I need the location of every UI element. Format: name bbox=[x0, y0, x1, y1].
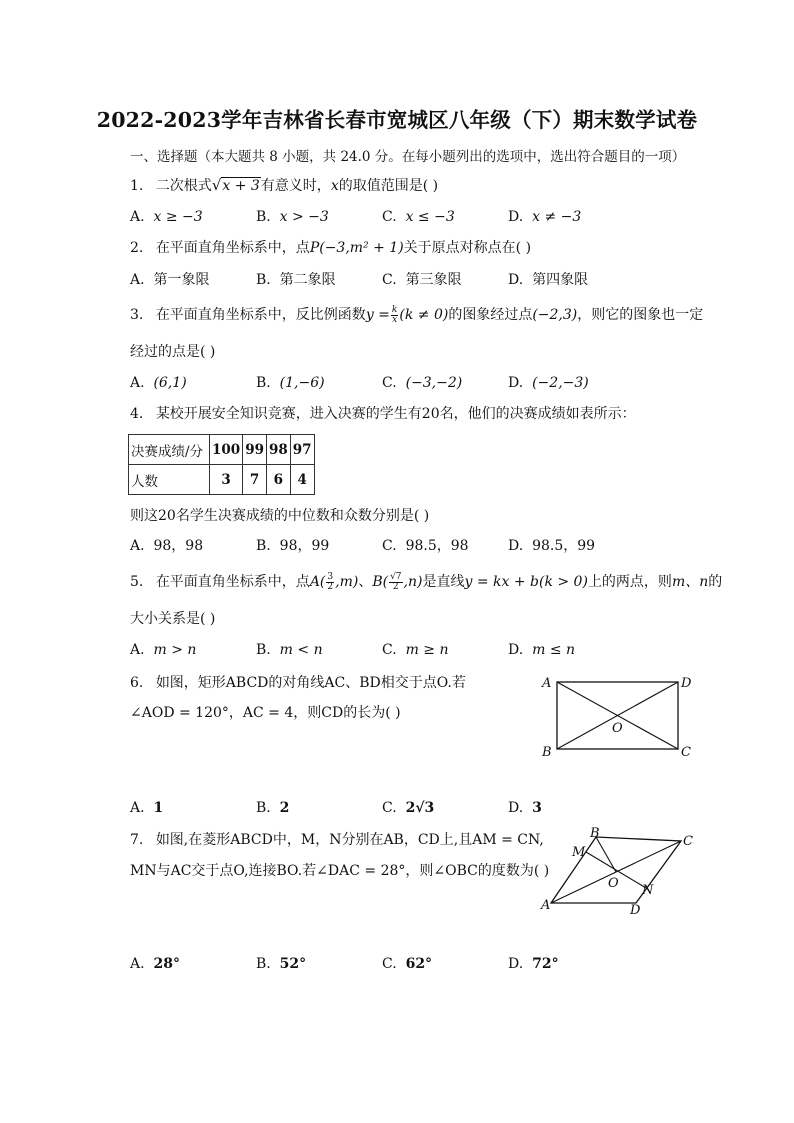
option-label: B. bbox=[256, 538, 271, 554]
option-label: A. bbox=[130, 538, 145, 554]
fraction bbox=[391, 306, 398, 325]
option-label: C. bbox=[382, 209, 397, 225]
label-b: B bbox=[590, 826, 600, 841]
rhombus-figure bbox=[536, 825, 696, 917]
option-label: D. bbox=[508, 800, 524, 816]
option-d[interactable] bbox=[508, 954, 559, 974]
math-point: P(−3,m² + 1) bbox=[309, 240, 404, 256]
option-text: 第三象限 bbox=[405, 272, 462, 288]
point-b: B( bbox=[372, 574, 389, 590]
option-b[interactable] bbox=[256, 954, 306, 974]
option-text: (6,1) bbox=[153, 375, 187, 391]
option-label: C. bbox=[382, 800, 397, 816]
question-text: 有意义时， bbox=[260, 178, 331, 194]
option-text: m > n bbox=[153, 642, 197, 658]
option-b[interactable] bbox=[256, 536, 329, 556]
question-text: 的 bbox=[708, 574, 723, 590]
question-text: 在平面直角坐标系中，点 bbox=[155, 240, 310, 256]
option-d[interactable] bbox=[508, 640, 575, 660]
option-c[interactable] bbox=[382, 536, 469, 556]
question-number: 3. bbox=[130, 307, 144, 323]
option-label: A. bbox=[130, 956, 145, 972]
label-m: M bbox=[572, 845, 586, 860]
option-text: 第一象限 bbox=[153, 272, 210, 288]
question-text: 二次根式 bbox=[155, 178, 212, 194]
option-a[interactable] bbox=[130, 798, 163, 818]
option-b[interactable] bbox=[256, 640, 323, 660]
question-text: 是直线 bbox=[422, 574, 465, 590]
denominator: x bbox=[392, 314, 398, 325]
question-text: 如图，矩形ABCD的对角线AC、BD相交于点O.若 bbox=[155, 675, 466, 691]
option-d[interactable] bbox=[508, 270, 588, 290]
question-number: 6. bbox=[130, 675, 144, 691]
option-label: D. bbox=[508, 272, 524, 288]
option-a[interactable] bbox=[130, 640, 196, 660]
section-heading: 一、选择题（本大题共 8 小题，共 24.0 分。在每小题列出的选项中，选出符合题目的一项） bbox=[130, 149, 686, 165]
option-text: 2√3 bbox=[405, 800, 435, 816]
label-a: A bbox=[542, 676, 552, 691]
question-text: 在平面直角坐标系中，反比例函数 bbox=[155, 307, 366, 323]
question-number: 4. bbox=[130, 406, 144, 422]
label-b: B bbox=[542, 745, 552, 760]
option-c[interactable] bbox=[382, 373, 462, 393]
denominator: 2 bbox=[327, 581, 334, 592]
option-label: A. bbox=[130, 800, 145, 816]
label-c: C bbox=[681, 745, 691, 760]
option-label: C. bbox=[382, 538, 397, 554]
fraction bbox=[389, 573, 402, 592]
option-label: B. bbox=[256, 800, 271, 816]
option-text: m < n bbox=[279, 642, 323, 658]
fraction bbox=[326, 573, 334, 592]
question-text: 的图象经过点 bbox=[448, 307, 533, 323]
option-label: D. bbox=[508, 956, 524, 972]
option-label: D. bbox=[508, 538, 524, 554]
option-text: 98，99 bbox=[279, 538, 330, 554]
option-text: 3 bbox=[532, 800, 542, 816]
option-text: 28° bbox=[153, 956, 180, 972]
option-text: 52° bbox=[279, 956, 307, 972]
option-text: 72° bbox=[532, 956, 559, 972]
line-equation: y = kx + b(k > 0) bbox=[464, 574, 588, 590]
option-text: x ≥ −3 bbox=[153, 209, 203, 225]
numerator: 3 bbox=[327, 571, 334, 582]
option-label: B. bbox=[256, 956, 271, 972]
point-b-tail: ,n) bbox=[403, 574, 423, 590]
label-a: A bbox=[541, 898, 551, 913]
option-label: C. bbox=[382, 375, 397, 391]
option-label: B. bbox=[256, 642, 271, 658]
option-text: 第二象限 bbox=[279, 272, 336, 288]
option-a[interactable] bbox=[130, 270, 209, 290]
question-text: 上的两点，则 bbox=[587, 574, 672, 590]
label-c: C bbox=[683, 834, 693, 849]
separator: 、 bbox=[358, 574, 373, 590]
option-c[interactable] bbox=[382, 270, 462, 290]
table-cell: 7 bbox=[243, 465, 267, 495]
table-cell: 4 bbox=[290, 465, 314, 495]
option-label: D. bbox=[508, 375, 524, 391]
question-number: 7. bbox=[130, 832, 144, 848]
option-text: x ≤ −3 bbox=[405, 209, 455, 225]
question-text: 的取值范围是( ) bbox=[338, 178, 439, 194]
option-text: 1 bbox=[153, 800, 164, 816]
question-1 bbox=[130, 175, 438, 196]
table-cell: 99 bbox=[243, 435, 267, 465]
option-label: A. bbox=[130, 375, 145, 391]
option-d[interactable] bbox=[508, 207, 581, 227]
math-vars: m、n bbox=[671, 574, 709, 590]
table-header-cell: 决赛成绩/分 bbox=[129, 435, 210, 465]
table-cell: 3 bbox=[210, 465, 243, 495]
table-cell: 97 bbox=[290, 435, 314, 465]
option-a[interactable] bbox=[130, 207, 203, 227]
option-text: 98.5，99 bbox=[532, 538, 596, 554]
option-d[interactable] bbox=[508, 536, 595, 556]
option-a[interactable] bbox=[130, 954, 180, 974]
option-text: 2 bbox=[279, 800, 290, 816]
option-text: m ≤ n bbox=[532, 642, 576, 658]
numerator: √7 bbox=[390, 571, 402, 582]
label-d: D bbox=[681, 676, 692, 691]
page-title: 2022-2023学年吉林省长春市宽城区八年级（下）期末数学试卷 bbox=[96, 108, 698, 132]
radicand: x + 3 bbox=[222, 178, 260, 194]
option-b[interactable] bbox=[256, 270, 336, 290]
func-condition: (k ≠ 0) bbox=[399, 307, 449, 323]
question-4-prompt: 则这20名学生决赛成绩的中位数和众数分别是( ) bbox=[130, 508, 430, 524]
question-text: 某校开展安全知识竞赛，进入决赛的学生有20名，他们的决赛成绩如表所示： bbox=[155, 406, 636, 422]
option-d[interactable] bbox=[508, 373, 589, 393]
question-2 bbox=[130, 238, 531, 258]
option-c[interactable] bbox=[382, 640, 449, 660]
option-b[interactable] bbox=[256, 798, 289, 818]
option-label: C. bbox=[382, 642, 397, 658]
option-label: B. bbox=[256, 375, 271, 391]
question-5 bbox=[130, 572, 722, 592]
question-number: 5. bbox=[130, 574, 144, 590]
question-number: 2. bbox=[130, 240, 144, 256]
segment-bo bbox=[596, 837, 616, 872]
label-d: D bbox=[630, 903, 641, 917]
option-text: m ≥ n bbox=[405, 642, 449, 658]
label-o: O bbox=[612, 721, 623, 736]
table-header-cell: 人数 bbox=[129, 465, 210, 495]
table-cell: 98 bbox=[266, 435, 290, 465]
question-7-line2: MN与AC交于点O,连接BO.若∠DAC = 28°，则∠OBC的度数为( ) bbox=[130, 863, 550, 879]
math-var: x bbox=[330, 178, 339, 194]
option-label: A. bbox=[130, 209, 145, 225]
option-b[interactable] bbox=[256, 207, 329, 227]
rectangle-figure bbox=[536, 670, 696, 762]
question-text: ，则它的图象也一定 bbox=[577, 307, 704, 323]
table-cell: 6 bbox=[266, 465, 290, 495]
option-b[interactable] bbox=[256, 373, 325, 393]
option-c[interactable] bbox=[382, 954, 432, 974]
denominator: 2 bbox=[392, 581, 399, 592]
numerator: k bbox=[391, 304, 398, 315]
option-text: (−2,−3) bbox=[532, 375, 589, 391]
score-table bbox=[128, 434, 315, 495]
math-point: (−2,3) bbox=[532, 307, 578, 323]
question-number: 1. bbox=[130, 178, 144, 194]
option-label: D. bbox=[508, 642, 524, 658]
question-text: 在平面直角坐标系中，点 bbox=[155, 574, 310, 590]
question-3-line2: 经过的点是( ) bbox=[130, 344, 216, 360]
option-label: B. bbox=[256, 209, 271, 225]
question-4 bbox=[130, 404, 636, 424]
option-text: 98.5，98 bbox=[405, 538, 469, 554]
option-text: 98，98 bbox=[153, 538, 204, 554]
option-c[interactable] bbox=[382, 207, 455, 227]
label-o: O bbox=[608, 876, 619, 891]
option-text: (−3,−2) bbox=[405, 375, 463, 391]
option-text: 62° bbox=[405, 956, 433, 972]
option-label: B. bbox=[256, 272, 271, 288]
option-text: x ≠ −3 bbox=[532, 209, 582, 225]
table-row bbox=[129, 465, 315, 495]
question-6-line2: ∠AOD = 120°，AC = 4，则CD的长为( ) bbox=[130, 705, 401, 721]
question-3 bbox=[130, 305, 703, 325]
option-a[interactable] bbox=[130, 373, 187, 393]
question-text: 关于原点对称点在( ) bbox=[403, 240, 532, 256]
option-label: C. bbox=[382, 956, 397, 972]
func-lhs: y = bbox=[365, 307, 390, 323]
option-label: A. bbox=[130, 642, 145, 658]
option-label: D. bbox=[508, 209, 524, 225]
question-text: 如图,在菱形ABCD中，M，N分别在AB，CD上,且AM = CN, bbox=[155, 832, 544, 848]
point-a-tail: ,m) bbox=[335, 574, 359, 590]
option-label: A. bbox=[130, 272, 145, 288]
point-a: A( bbox=[309, 574, 326, 590]
option-d[interactable] bbox=[508, 798, 542, 818]
sqrt-sign: √ bbox=[211, 176, 222, 194]
label-n: N bbox=[642, 883, 654, 898]
option-c[interactable] bbox=[382, 798, 434, 818]
question-7 bbox=[130, 830, 544, 850]
option-label: C. bbox=[382, 272, 397, 288]
option-text: (1,−6) bbox=[279, 375, 325, 391]
question-5-line2: 大小关系是( ) bbox=[130, 611, 216, 627]
option-text: 第四象限 bbox=[532, 272, 589, 288]
option-text: x > −3 bbox=[279, 209, 329, 225]
option-a[interactable] bbox=[130, 536, 203, 556]
table-row bbox=[129, 435, 315, 465]
question-6 bbox=[130, 673, 466, 693]
table-cell: 100 bbox=[210, 435, 243, 465]
